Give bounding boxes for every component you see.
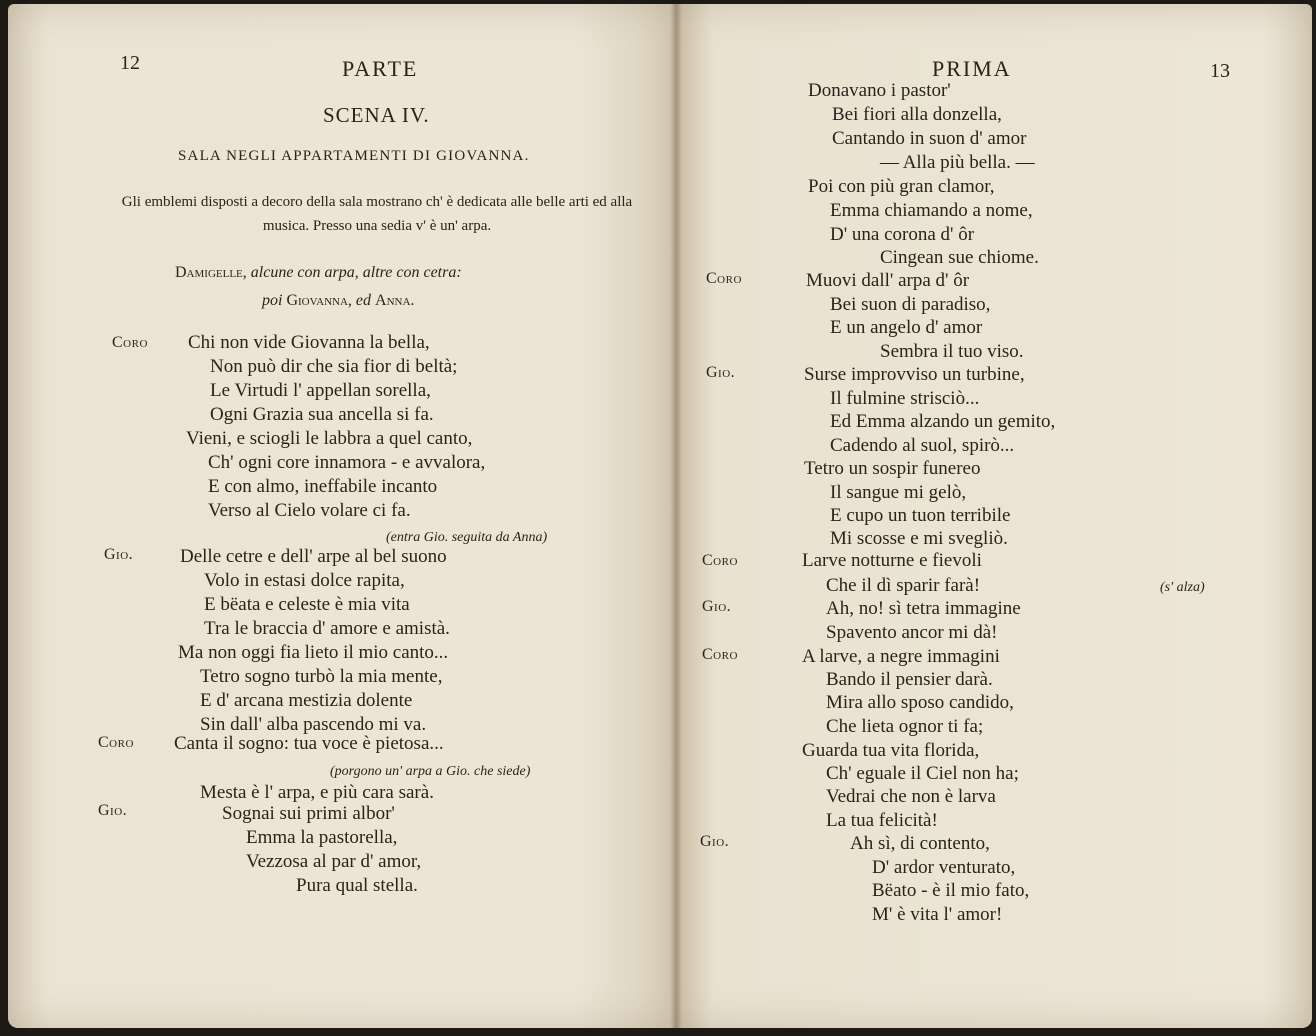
verse-line: Sin dall' alba pascendo mi va. (200, 714, 427, 735)
verse-line: Emma chiamando a nome, (830, 200, 1033, 221)
verse-line: Mesta è l' arpa, e più cara sarà. (200, 782, 434, 803)
verse-line: E bëata e celeste è mia vita (204, 594, 410, 615)
verse-line: Che lieta ognor ti fa; (826, 716, 984, 737)
verse-line: Volo in estasi dolce rapita, (204, 570, 405, 591)
verse-line: D' una corona d' ôr (830, 224, 975, 245)
verse-line: Pura qual stella. (296, 875, 418, 896)
stage-direction-alza: (s' alza) (1160, 580, 1205, 595)
verse-line: Tra le braccia d' amore e amistà. (204, 618, 450, 639)
cast-note: alcune con arpa, altre con cetra: (250, 264, 462, 281)
speaker-coro: Coro (706, 270, 742, 287)
verse-line: Muovi dall' arpa d' ôr (806, 270, 970, 291)
speaker-gio: Gio. (98, 802, 128, 819)
cast-line-1 (175, 264, 462, 282)
verse-line: Verso al Cielo volare ci fa. (208, 500, 411, 521)
stage-direction-porgono: (porgono un' arpa a Gio. che siede) (330, 764, 531, 779)
cast-ed: ed (355, 292, 372, 309)
verse-line: Cantando in suon d' amor (832, 128, 1027, 149)
book-gutter (670, 4, 682, 1028)
verse-line: Ah sì, di contento, (850, 833, 990, 854)
speaker-gio: Gio. (706, 364, 736, 381)
verse-line: Tetro un sospir funereo (804, 458, 981, 479)
verse-line: Il fulmine strisciò... (830, 388, 980, 409)
verse-line: Sembra il tuo viso. (880, 341, 1024, 362)
verse-line: Mira allo sposo candido, (826, 692, 1014, 713)
verse-line: La tua felicità! (826, 810, 938, 831)
verse-line: M' è vita l' amor! (872, 904, 1003, 925)
speaker-coro: Coro (702, 646, 738, 663)
verse-line: Poi con più gran clamor, (808, 176, 995, 197)
verse-line: E cupo un tuon terribile (830, 505, 1011, 526)
speaker-gio: Gio. (702, 598, 732, 615)
verse-line: Bëato - è il mio fato, (872, 880, 1030, 901)
verse-line: Larve notturne e fievoli (802, 550, 982, 571)
verse-line: Il sangue mi gelò, (830, 482, 967, 503)
verse-line: Ch' ogni core innamora - e avvalora, (208, 452, 486, 473)
verse-line: — Alla più bella. — (880, 152, 1035, 173)
verse-line: E un angelo d' amor (830, 317, 983, 338)
verse-line: Cingean sue chiome. (880, 247, 1039, 268)
verse-line: Ogni Grazia sua ancella si fa. (210, 404, 434, 425)
speaker-gio: Gio. (700, 833, 730, 850)
stage-direction-entra: (entra Gio. seguita da Anna) (386, 530, 548, 545)
verse-line: A larve, a negre immagini (802, 646, 1000, 667)
verse-line: Delle cetre e dell' arpe al bel suono (180, 546, 447, 567)
verse-line: Che il dì sparir farà! (826, 575, 981, 596)
verse-line: Non può dir che sia fior di beltà; (210, 356, 458, 377)
verse-line: Spavento ancor mi dà! (826, 622, 998, 643)
verse-line: Donavano i pastor' (808, 80, 951, 101)
verse-line: Bando il pensier darà. (826, 669, 993, 690)
verse-line: Guarda tua vita florida, (802, 740, 980, 761)
verse-line: Ed Emma alzando un gemito, (830, 411, 1056, 432)
stage-direction: Gli emblemi disposti a decoro della sala mostrano ch' è dedicata alle belle arti ed alla musica. Presso una sedia v' è un' arpa. (121, 194, 633, 234)
cast-name-damigelle: Damigelle, (175, 264, 247, 281)
verse-line: Mi scosse e mi svegliò. (830, 528, 1008, 549)
verse-line: Le Virtudi l' appellan sorella, (210, 380, 431, 401)
verse-line: E d' arcana mestizia dolente (200, 690, 413, 711)
scene-title: SCENA IV. (323, 103, 430, 127)
running-head-left: PARTE (342, 56, 419, 81)
verse-line: Ma non oggi fia lieto il mio canto... (178, 642, 449, 663)
speaker-coro: Coro (112, 334, 148, 351)
verse-line: Bei suon di paradiso, (830, 294, 991, 315)
verse-line: E con almo, ineffabile incanto (208, 476, 438, 497)
cast-name-giovanna: Giovanna, (286, 292, 352, 309)
cast-line-2 (262, 292, 414, 310)
speaker-coro: Coro (702, 552, 738, 569)
verse-line: Chi non vide Giovanna la bella, (188, 332, 430, 353)
page-number-left: 12 (120, 52, 140, 74)
verse-line: Emma la pastorella, (246, 827, 398, 848)
verse-line: Vieni, e sciogli le labbra a quel canto, (186, 428, 473, 449)
page-number-right: 13 (1210, 60, 1230, 82)
verse-line: Canta il sogno: tua voce è pietosa... (174, 733, 444, 754)
cast-name-anna: Anna. (375, 292, 415, 309)
running-head-right: PRIMA (932, 56, 1012, 81)
verse-line: Surse improvviso un turbine, (804, 364, 1025, 385)
verse-line: Bei fiori alla donzella, (832, 104, 1002, 125)
verse-line: D' ardor venturato, (872, 857, 1016, 878)
verse-line: Ch' eguale il Ciel non ha; (826, 763, 1019, 784)
verse-line: Cadendo al suol, spirò... (830, 435, 1015, 456)
verse-line: Vezzosa al par d' amor, (246, 851, 422, 872)
verse-line: Tetro sogno turbò la mia mente, (200, 666, 443, 687)
verse-line: Vedrai che non è larva (826, 786, 996, 807)
scene-setting: SALA NEGLI APPARTAMENTI DI GIOVANNA. (178, 148, 530, 164)
cast-poi: poi (262, 292, 283, 309)
verse-line: Sognai sui primi albor' (222, 803, 395, 824)
verse-line: Ah, no! sì tetra immagine (826, 598, 1021, 619)
speaker-coro: Coro (98, 734, 134, 751)
speaker-gio: Gio. (104, 546, 134, 563)
